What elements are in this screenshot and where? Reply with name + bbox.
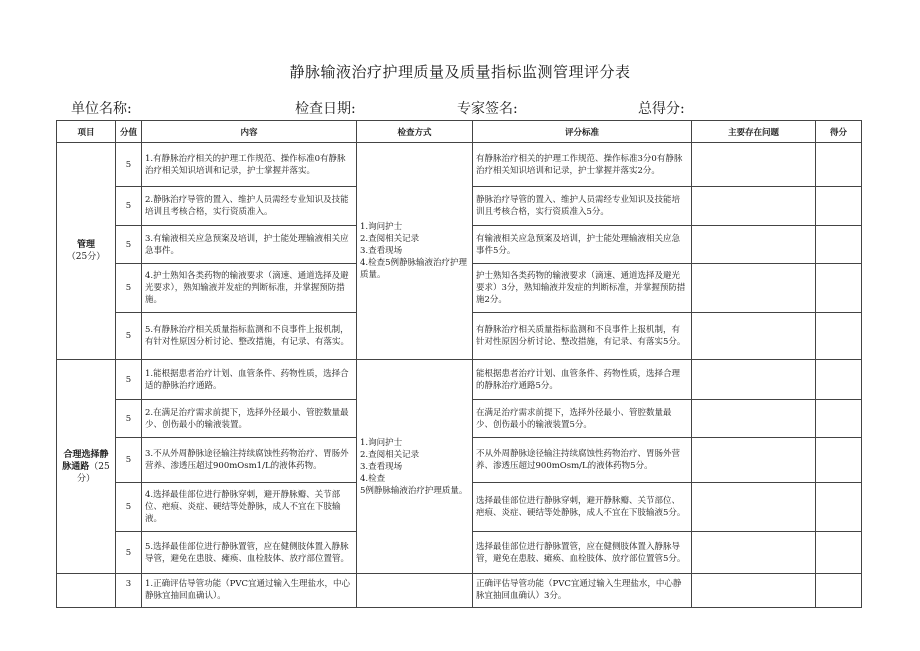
row-score: 5 [116,400,142,438]
table-row [57,360,862,400]
method-line: 1.询问护士 [360,222,403,232]
expert-signature-label: 专家签名: [457,101,518,117]
row-content: 5.选择最佳部位进行静脉置管，应在健侧肢体置入静脉导管，避免在患肢、瘫痪、血栓肢体、放疗部位置管。 [142,532,357,574]
table-row [57,143,862,187]
method-line: 3.查看现场 [360,461,403,472]
problem-cell[interactable] [692,400,816,438]
points-cell[interactable] [816,360,862,400]
points-cell[interactable] [816,532,862,574]
section-method [357,360,473,574]
points-cell[interactable] [816,143,862,187]
header-score: 分值 [116,121,142,143]
method-line: 2.查阅相关记录 [360,234,420,244]
method-line: 4.检查 [360,473,386,484]
row-content: 5.有静脉治疗相关质量指标监测和不良事件上报机制，有针对性原因分析讨论、整改措施，有记录、有落实。 [142,313,357,360]
row-score: 5 [116,483,142,532]
row-content: 1.能根据患者治疗计划、血管条件、药物性质，选择合适的静脉治疗通路。 [142,360,357,400]
problem-cell[interactable] [692,313,816,360]
row-standard: 有输液相关应急预案及培训，护士能处理输液相关应急事件5分。 [473,226,692,264]
section-method [357,143,473,360]
header-method: 检查方式 [357,121,473,143]
check-date-label: 检查日期: [295,101,356,117]
header-content: 内容 [142,121,357,143]
row-score: 5 [116,360,142,400]
row-content: 3.有输液相关应急预案及培训，护士能处理输液相关应急事件。 [142,226,357,264]
method-line: 5例静脉输液治疗护理质量。 [360,485,468,496]
unit-name-label: 单位名称: [71,101,132,117]
points-cell[interactable] [816,187,862,226]
row-score: 5 [116,532,142,574]
problem-cell[interactable] [692,187,816,226]
row-content: 1.有静脉治疗相关的护理工作规范、操作标准0有静脉治疗相关知识培训和记录，护士掌握并落实。 [142,143,357,187]
row-score: 5 [116,438,142,483]
row-standard: 正确评估导管功能（PVC宜通过输入生理盐水，中心静脉宜抽回血确认）3分。 [473,574,692,608]
points-cell[interactable] [816,313,862,360]
section-item-empty [57,574,116,608]
row-score: 5 [116,143,142,187]
problem-cell[interactable] [692,226,816,264]
problem-cell[interactable] [692,143,816,187]
section-method [357,574,473,608]
points-cell[interactable] [816,438,862,483]
row-score: 5 [116,264,142,313]
score-table [56,120,862,608]
page-title: 静脉输液治疗护理质量及质量指标监测管理评分表 [289,63,631,81]
method-line: 2.查阅相关记录 [360,449,420,460]
row-standard: 静脉治疗导管的置入、维护人员需经专业知识及技能培训且考核合格，实行资质准入5分。 [473,187,692,226]
row-score: 5 [116,226,142,264]
row-standard: 能根据患者治疗计划、血管条件、药物性质，选择合理的静脉治疗通路5分。 [473,360,692,400]
header-points: 得分 [816,121,862,143]
problem-cell[interactable] [692,438,816,483]
row-score: 5 [116,187,142,226]
points-cell[interactable] [816,400,862,438]
points-cell[interactable] [816,574,862,608]
problem-cell[interactable] [692,360,816,400]
method-line: 4.检查5例静脉输液治疗护理质量。 [360,258,468,280]
row-score: 5 [116,313,142,360]
row-standard: 护士熟知各类药物的输液要求（滴速、通道选择及避光要求）3分，熟知输液并发症的判断标准，并掌握预防措施2分。 [473,264,692,313]
row-content: 2.在满足治疗需求前提下，选择外径最小、管腔数量最少、创伤最小的输液装置。 [142,400,357,438]
section-item-venous-access: 合理选择静脉通路（25分） [57,360,116,574]
row-standard: 有静脉治疗相关的护理工作规范、操作标准3分0有静脉治疗相关知识培训和记录，护士掌握并落实2分。 [473,143,692,187]
section-item-management: 管理（25分） [57,143,116,360]
row-content: 4.护士熟知各类药物的输液要求（滴速、通道选择及避光要求），熟知输液并发症的判断标准，并掌握预防措施。 [142,264,357,313]
row-standard: 不从外周静脉途径输注持续腐蚀性药物治疗、胃肠外营养、渗透压超过900mOsm/L的液体药物5分。 [473,438,692,483]
table-header-row [57,121,862,143]
method-line: 1.询问护士 [360,437,403,448]
row-score: 3 [116,574,142,608]
row-standard: 选择最佳部位进行静脉置管，应在健侧肢体置入静脉导管，避免在患肢、瘫痪、血栓肢体、放疗部位置管5分。 [473,532,692,574]
problem-cell[interactable] [692,574,816,608]
total-score-label: 总得分: [638,101,685,117]
row-content: 2.静脉治疗导管的置入、维护人员需经专业知识及技能培训且考核合格，实行资质准入。 [142,187,357,226]
row-standard: 有静脉治疗相关质量指标监测和不良事件上报机制，有针对性原因分析讨论、整改措施，有记录、有落实5分。 [473,313,692,360]
header-problems: 主要存在问题 [692,121,816,143]
row-content: 3.不从外周静脉途径输注持续腐蚀性药物治疗、胃肠外营养、渗透压超过900mOsm1/L的液体药物。 [142,438,357,483]
row-standard: 选择最佳部位进行静脉穿刺，避开静脉瓣、关节部位、疤痕、炎症、硬结等处静脉，成人不宜在下肢输液5分。 [473,483,692,532]
row-content: 1.正确评估导管功能（PVC宜通过输入生理盐水，中心静脉宜抽回血确认）。 [142,574,357,608]
row-content: 4.选择最佳部位进行静脉穿刺，避开静脉瓣、关节部位、疤痕、炎症、硬结等处静脉，成人不宜在下肢输液。 [142,483,357,532]
header-item: 项目 [57,121,116,143]
table-row [57,574,862,608]
problem-cell[interactable] [692,532,816,574]
points-cell[interactable] [816,483,862,532]
row-standard: 在满足治疗需求前提下，选择外径最小、管腔数量最少、创伤最小的输液装置5分。 [473,400,692,438]
header-standard: 评分标准 [473,121,692,143]
problem-cell[interactable] [692,264,816,313]
method-line: 3.查看现场 [360,246,403,256]
points-cell[interactable] [816,264,862,313]
problem-cell[interactable] [692,483,816,532]
points-cell[interactable] [816,226,862,264]
